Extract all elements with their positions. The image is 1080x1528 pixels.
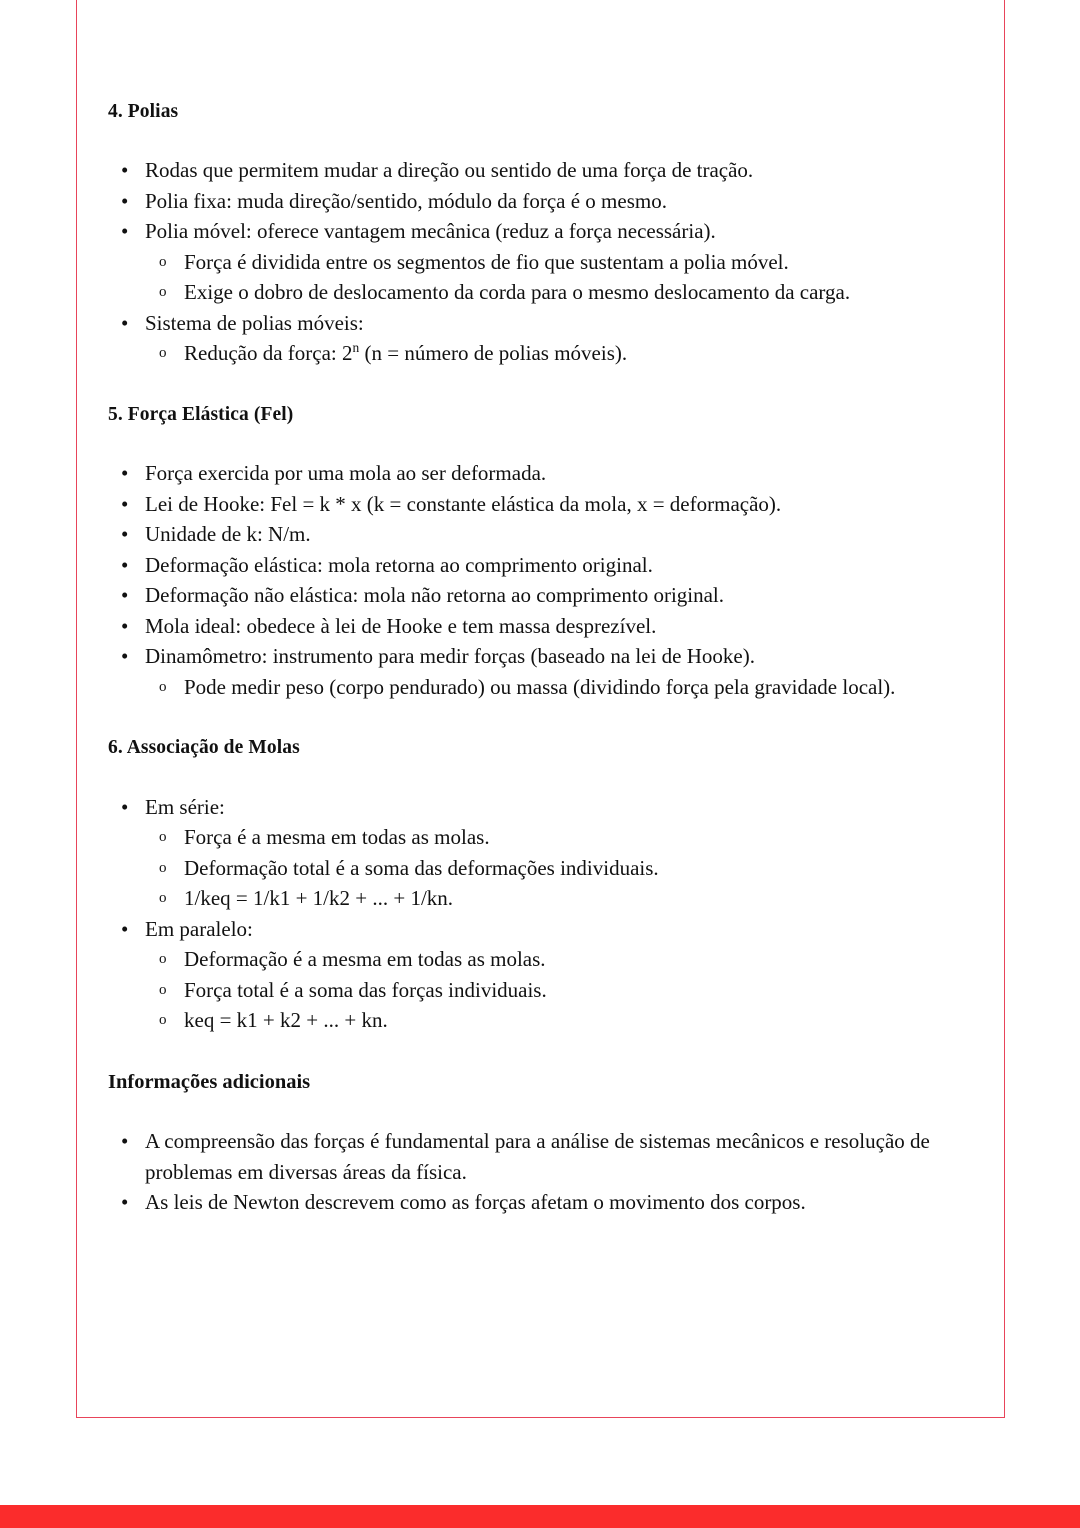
bullet-list-informacoes-adicionais — [108, 1126, 960, 1218]
list-item-text: Dinamômetro: instrumento para medir forças (baseado na lei de Hooke). — [145, 644, 755, 669]
sub-list-item-text-tail: (n = número de polias móveis). — [359, 341, 628, 366]
section-heading-forca-elastica: 5. Força Elástica (Fel) — [108, 403, 294, 425]
list-item — [108, 1126, 960, 1187]
bullet-disc-icon: • — [121, 491, 129, 516]
sub-list-item-text: Força é dividida entre os segmentos de fio que sustentam a polia móvel. — [184, 249, 789, 274]
list-item — [108, 1187, 960, 1218]
sub-list-item — [145, 975, 960, 1006]
bullet-circle-icon: o — [159, 284, 167, 301]
list-item-text: Deformação elástica: mola retorna ao comprimento original. — [145, 552, 653, 577]
list-item — [108, 489, 960, 520]
list-item — [108, 550, 960, 581]
bullet-disc-icon: • — [121, 794, 129, 819]
bullet-disc-icon: • — [121, 1190, 129, 1215]
bullet-disc-icon: • — [121, 310, 129, 335]
list-item — [108, 914, 960, 1036]
bullet-circle-icon: o — [159, 951, 167, 968]
sub-list-item — [145, 822, 960, 853]
sub-list-item-text: Força é a mesma em todas as molas. — [184, 825, 490, 850]
bullet-circle-icon: o — [159, 678, 167, 695]
bullet-disc-icon: • — [121, 461, 129, 486]
section-heading-polias: 4. Polias — [108, 101, 179, 122]
section-heading-informacoes-adicionais: Informações adicionais — [108, 1070, 311, 1093]
bottom-red-band — [0, 1505, 1080, 1528]
sub-list-item-text: Força total é a soma das forças individuais. — [184, 977, 547, 1002]
sub-list-item — [145, 247, 960, 278]
sub-list-item-text: Deformação é a mesma em todas as molas. — [184, 947, 546, 972]
list-item — [108, 308, 960, 369]
list-item-text: Lei de Hooke: Fel = k * x (k = constante elástica da mola, x = deformação). — [145, 491, 782, 516]
spacer — [108, 369, 960, 403]
list-item — [108, 580, 960, 611]
list-item-text: Deformação não elástica: mola não retorna ao comprimento original. — [145, 583, 725, 608]
bullet-disc-icon: • — [121, 219, 129, 244]
sub-bullet-list — [145, 672, 960, 703]
sub-list-item-text: Redução da força: 2 — [184, 341, 353, 366]
sub-list-item — [145, 853, 960, 884]
bullet-disc-icon: • — [121, 1129, 129, 1154]
bullet-list-associacao-molas — [108, 792, 960, 1036]
sub-list-item-text: Exige o dobro de deslocamento da corda para o mesmo deslocamento da carga. — [184, 280, 851, 305]
bullet-circle-icon: o — [159, 981, 167, 998]
list-item — [108, 458, 960, 489]
spacer — [108, 1095, 960, 1126]
list-item — [108, 641, 960, 702]
list-item — [108, 186, 960, 217]
spacer — [108, 761, 960, 792]
sub-list-item-text: 1/keq = 1/k1 + 1/k2 + ... + 1/kn. — [184, 886, 454, 911]
sub-list-item — [145, 944, 960, 975]
bullet-disc-icon: • — [121, 583, 129, 608]
bullet-circle-icon: o — [159, 1012, 167, 1029]
list-item — [108, 611, 960, 642]
spacer — [108, 702, 960, 736]
sub-bullet-list — [145, 338, 960, 369]
section-heading-associacao-molas: 6. Associação de Molas — [108, 737, 300, 759]
sub-bullet-list — [145, 944, 960, 1036]
sub-list-item-text: Pode medir peso (corpo pendurado) ou massa (dividindo força pela gravidade local). — [184, 674, 896, 699]
bullet-disc-icon: • — [121, 613, 129, 638]
list-item-text: Mola ideal: obedece à lei de Hooke e tem massa desprezível. — [145, 613, 657, 638]
bullet-circle-icon: o — [159, 890, 167, 907]
bullet-circle-icon: o — [159, 829, 167, 846]
list-item-text: Sistema de polias móveis: — [145, 310, 364, 335]
sub-list-item — [145, 277, 960, 308]
bullet-disc-icon: • — [121, 644, 129, 669]
list-item-text: Rodas que permitem mudar a direção ou sentido de uma força de tração. — [145, 158, 754, 183]
sub-list-item — [145, 883, 960, 914]
bullet-circle-icon: o — [159, 253, 167, 270]
spacer — [108, 124, 960, 155]
bullet-disc-icon: • — [121, 916, 129, 941]
list-item-text: As leis de Newton descrevem como as forças afetam o movimento dos corpos. — [145, 1190, 806, 1215]
list-item — [108, 519, 960, 550]
sub-list-item — [145, 672, 960, 703]
exponent-text: n — [352, 340, 360, 356]
sub-list-item-text: keq = k1 + k2 + ... + kn. — [184, 1008, 388, 1033]
sub-list-item-text: Deformação total é a soma das deformações individuais. — [184, 855, 659, 880]
bullet-circle-icon: o — [159, 345, 167, 362]
list-item-text: Unidade de k: N/m. — [145, 522, 311, 547]
sub-list-item — [145, 1005, 960, 1036]
bullet-disc-icon: • — [121, 158, 129, 183]
list-item-text: Polia fixa: muda direção/sentido, módulo da força é o mesmo. — [145, 188, 667, 213]
list-item-text: Em série: — [145, 794, 225, 819]
list-item — [108, 155, 960, 186]
list-item-text: Polia móvel: oferece vantagem mecânica (reduz a força necessária). — [145, 219, 716, 244]
spacer — [108, 427, 960, 458]
list-item — [108, 216, 960, 308]
list-item-text: Força exercida por uma mola ao ser deformada. — [145, 461, 547, 486]
bullet-disc-icon: • — [121, 188, 129, 213]
bullet-list-forca-elastica — [108, 458, 960, 702]
bullet-list-polias — [108, 155, 960, 369]
bullet-circle-icon: o — [159, 859, 167, 876]
sub-list-item — [145, 338, 960, 369]
sub-bullet-list — [145, 247, 960, 308]
document-content — [108, 100, 960, 1218]
list-item-text: A compreensão das forças é fundamental para a análise de sistemas mecânicos e resolução de problemas em diversas áreas da física. — [145, 1129, 930, 1184]
sub-bullet-list — [145, 822, 960, 914]
list-item-text: Em paralelo: — [145, 916, 253, 941]
list-item — [108, 792, 960, 914]
bullet-disc-icon: • — [121, 552, 129, 577]
spacer — [108, 1036, 960, 1070]
bullet-disc-icon: • — [121, 522, 129, 547]
